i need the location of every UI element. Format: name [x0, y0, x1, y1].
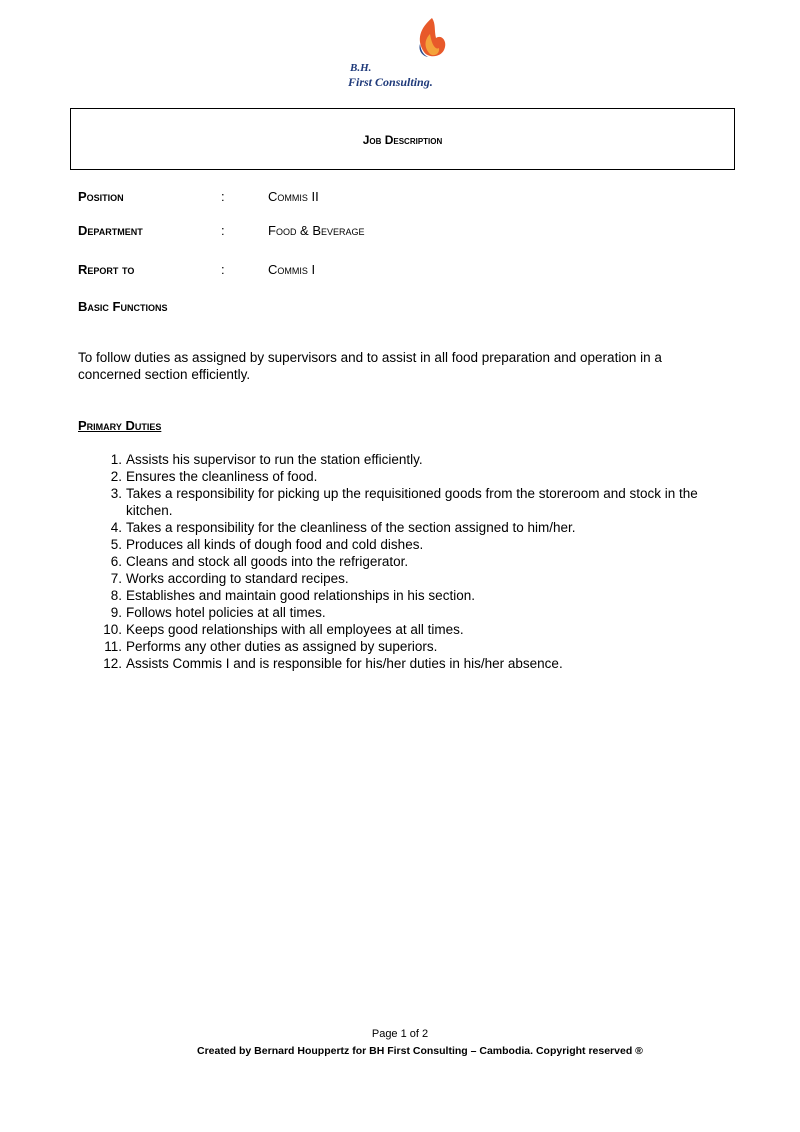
logo-text-line1: B.H.	[350, 62, 372, 74]
logo-text-line2: First Consulting.	[348, 75, 433, 89]
basic-functions-text: To follow duties as assigned by supervisors and to assist in all food preparation and operation in a concerned section efficiently.	[78, 350, 662, 382]
page-number: Page 1 of 2	[371, 1028, 429, 1040]
company-logo	[336, 14, 466, 94]
field-value: Commis I	[268, 262, 316, 277]
field-colon: :	[221, 189, 225, 204]
item-number: 9.	[110, 605, 122, 620]
item-text: Keeps good relationships with all employees at all times.	[126, 622, 464, 637]
list-item	[78, 587, 738, 604]
primary-duties-heading: Primary Duties	[78, 418, 162, 433]
list-item	[78, 451, 738, 468]
item-text: Follows hotel policies at all times.	[126, 605, 326, 620]
item-number: 4.	[110, 520, 122, 535]
list-item	[78, 536, 738, 553]
field-label: Report to	[78, 262, 135, 277]
list-item	[78, 468, 738, 485]
item-number: 11.	[104, 639, 122, 654]
item-number: 1.	[110, 452, 122, 467]
list-item	[78, 570, 738, 587]
item-number: 3.	[110, 486, 122, 501]
list-item	[78, 655, 738, 672]
item-text: Performs any other duties as assigned by superiors.	[126, 639, 438, 654]
item-number: 10.	[103, 622, 122, 637]
item-text: Works according to standard recipes.	[126, 571, 349, 586]
copyright-footer: Created by Bernard Houppertz for BH First Consulting – Cambodia. Copyright reserved ®	[197, 1045, 643, 1057]
basic-functions-heading: Basic Functions	[78, 299, 168, 314]
item-number: 5.	[110, 537, 122, 552]
field-label: Position	[78, 189, 124, 204]
list-item	[78, 553, 738, 570]
item-text: Ensures the cleanliness of food.	[126, 469, 318, 484]
flame-icon	[336, 14, 466, 64]
list-item	[78, 485, 738, 519]
field-value: Food & Beverage	[268, 223, 365, 238]
item-number: 7.	[110, 571, 122, 586]
field-colon: :	[221, 223, 225, 238]
document-title: Job Description	[362, 133, 443, 147]
list-item	[78, 621, 738, 638]
item-text: Cleans and stock all goods into the refrigerator.	[126, 554, 409, 569]
item-text: Takes a responsibility for the cleanliness of the section assigned to him/her.	[126, 520, 576, 535]
field-colon: :	[221, 262, 225, 277]
item-text: Assists Commis I and is responsible for his/her duties in his/her absence.	[126, 656, 563, 671]
list-item	[78, 604, 738, 621]
item-number: 2.	[110, 469, 122, 484]
item-text: Produces all kinds of dough food and cold dishes.	[126, 537, 424, 552]
list-item	[78, 638, 738, 655]
item-number: 8.	[110, 588, 122, 603]
item-number: 12.	[103, 656, 122, 671]
item-text: Takes a responsibility for picking up the requisitioned goods from the storeroom and stock in the kitchen.	[126, 486, 698, 518]
item-number: 6.	[110, 554, 122, 569]
field-label: Department	[78, 223, 143, 238]
list-item	[78, 519, 738, 536]
field-value: Commis II	[268, 189, 319, 204]
item-text: Establishes and maintain good relationships in his section.	[126, 588, 475, 603]
primary-duties-list	[78, 451, 738, 672]
title-box	[70, 108, 735, 170]
item-text: Assists his supervisor to run the station efficiently.	[126, 452, 423, 467]
